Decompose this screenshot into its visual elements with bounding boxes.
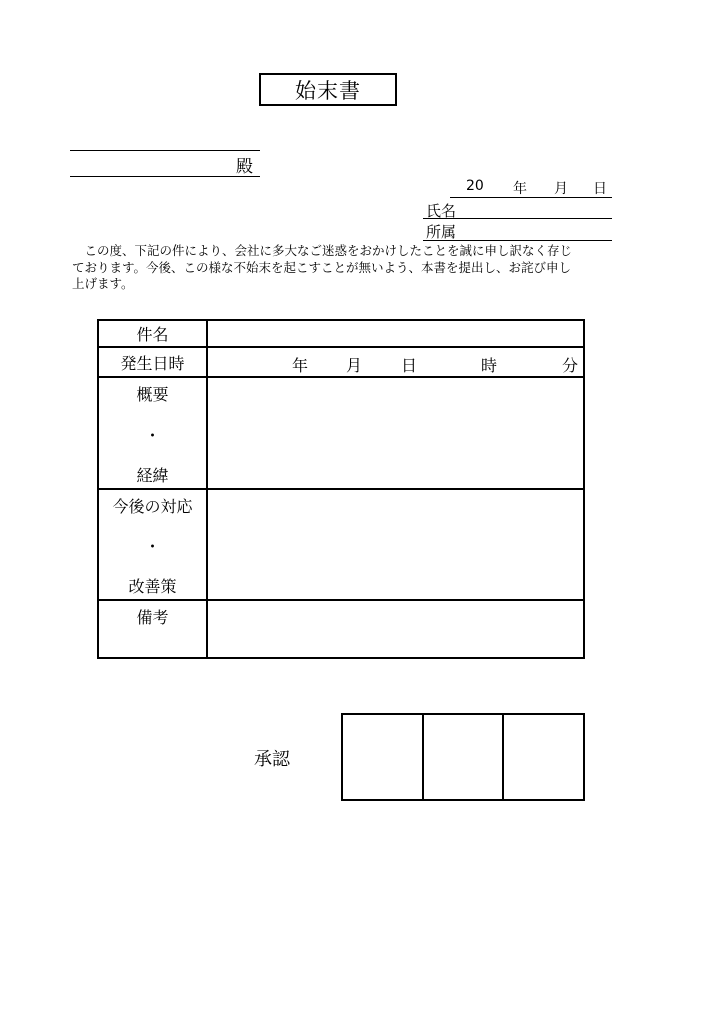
- response-label-top: 今後の対応: [112, 497, 193, 516]
- occ-month-unit: 月: [346, 356, 363, 375]
- document-title: 始末書: [259, 73, 397, 106]
- incident-table: [97, 319, 585, 659]
- summary-field[interactable]: [207, 377, 584, 489]
- summary-label-top: 概要: [136, 385, 169, 404]
- occ-minute-unit: 分: [562, 356, 579, 375]
- occ-day-unit: 日: [401, 356, 418, 375]
- date-era: 20: [466, 178, 484, 194]
- summary-label-bottom: 経緯: [136, 466, 169, 485]
- statement-line: ております。今後、この様な不始末を起こすことが無いよう、本書を提出し、お詫び申し: [72, 259, 572, 275]
- addressee-top-line: [70, 150, 260, 151]
- row-occurrence: [98, 347, 584, 377]
- occ-year-unit: 年: [292, 356, 309, 375]
- summary-label-dot: ・: [144, 425, 161, 445]
- approval-stamp-cell[interactable]: [504, 715, 583, 799]
- name-label: 氏名: [426, 202, 457, 220]
- date-line[interactable]: [460, 178, 612, 196]
- statement-line: この度、下記の件により、会社に多大なご迷惑をおかけしたことを誠に申し訳なく存じ: [72, 243, 573, 258]
- approval-stamp-cell[interactable]: [343, 715, 424, 799]
- row-response: [98, 489, 584, 600]
- approval-label: 承認: [254, 749, 290, 770]
- addressee-field[interactable]: [70, 176, 260, 177]
- addressee-suffix: 殿: [236, 157, 253, 177]
- approval-stamp-box: [341, 713, 585, 801]
- apology-statement: [72, 243, 612, 293]
- row-subject: [98, 320, 584, 347]
- approval-stamp-cell[interactable]: [424, 715, 505, 799]
- occurrence-field[interactable]: [207, 347, 584, 377]
- date-year-unit: 年: [513, 181, 527, 197]
- row-summary: [98, 377, 584, 489]
- response-label: [98, 489, 207, 600]
- response-label-dot: ・: [144, 537, 161, 556]
- subject-label: 件名: [98, 320, 207, 347]
- response-field[interactable]: [207, 489, 584, 600]
- name-field[interactable]: [423, 218, 612, 219]
- occ-hour-unit: 時: [481, 356, 498, 375]
- date-day-unit: 日: [593, 181, 607, 197]
- affiliation-label: 所属: [426, 223, 457, 241]
- summary-label: [98, 377, 207, 489]
- date-underline: [450, 197, 612, 198]
- affiliation-field[interactable]: [423, 240, 612, 241]
- remarks-label: 備考: [98, 600, 207, 658]
- occurrence-label: 発生日時: [98, 347, 207, 377]
- statement-line: 上げます。: [72, 276, 134, 291]
- remarks-field[interactable]: [207, 600, 584, 658]
- subject-field[interactable]: [207, 320, 584, 347]
- response-label-bottom: 改善策: [128, 577, 177, 596]
- date-month-unit: 月: [554, 181, 568, 197]
- row-remarks: [98, 600, 584, 658]
